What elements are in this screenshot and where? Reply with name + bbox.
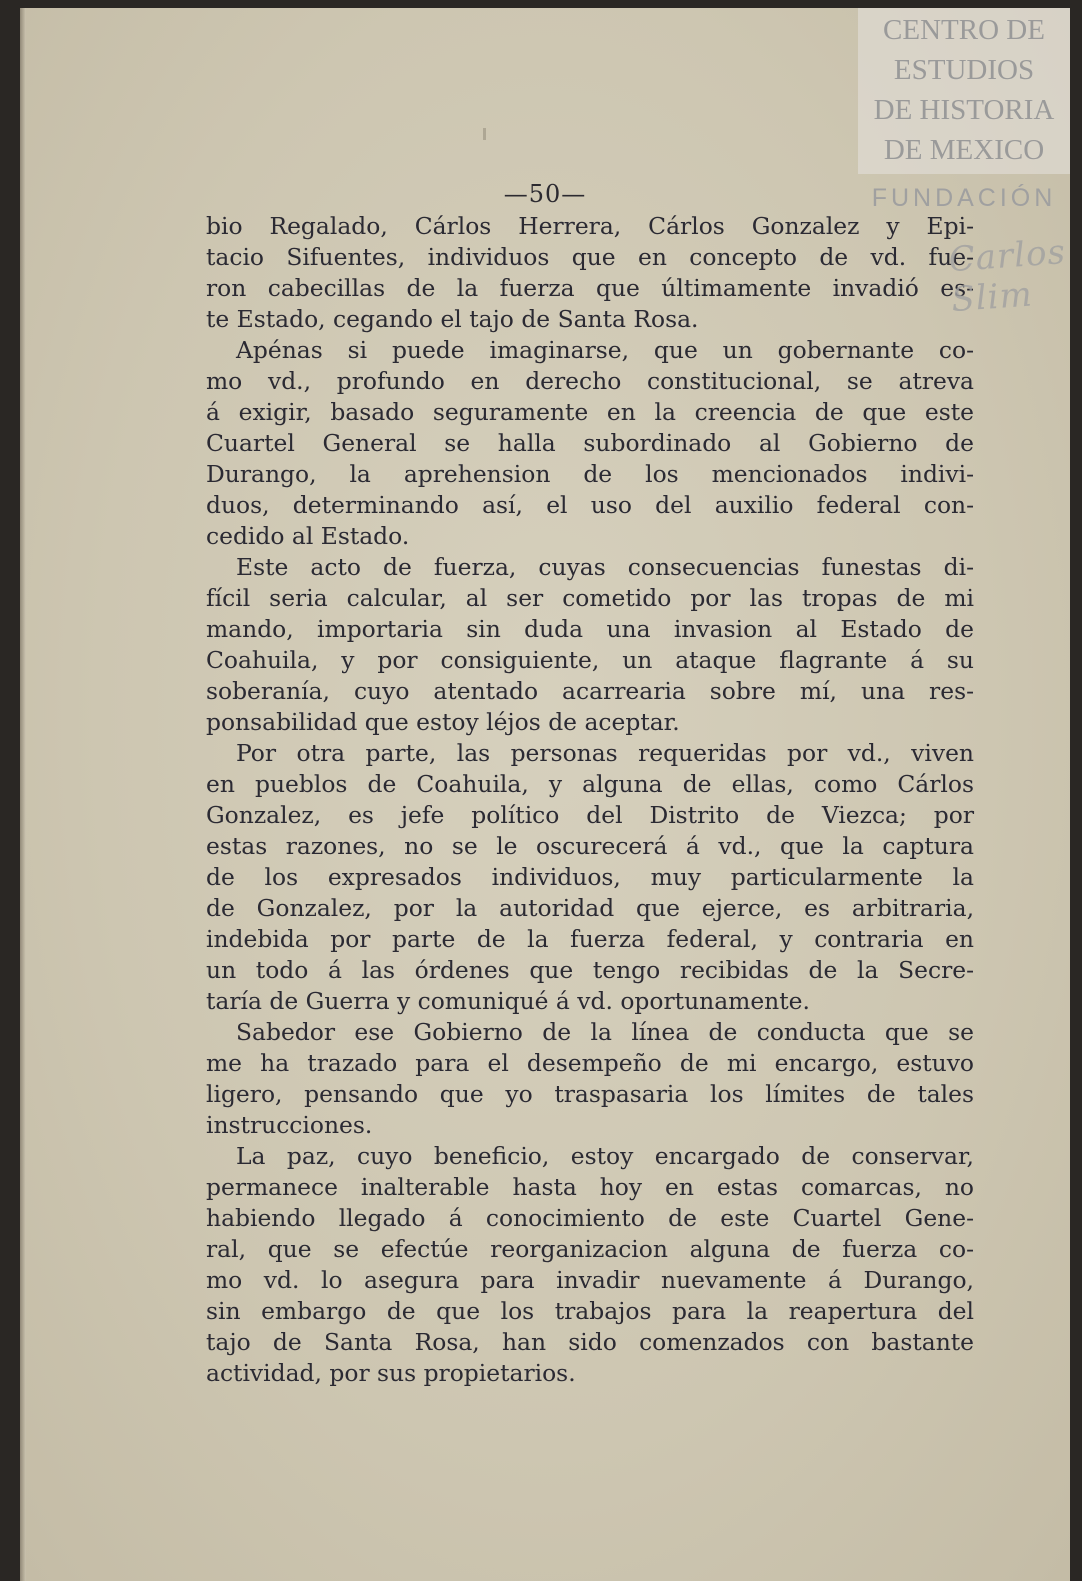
text-line: ligero, pensando que yo traspasaria los límites de tales bbox=[206, 1080, 974, 1108]
text-line: me ha trazado para el desempeño de mi encargo, estuvo bbox=[206, 1049, 974, 1077]
text-line: ron cabecillas de la fuerza que últimamente invadió es- bbox=[206, 274, 974, 302]
text-line: Cuartel General se halla subordinado al Gobierno de bbox=[206, 429, 974, 457]
text-line: Apénas si puede imaginarse, que un gobernante co- bbox=[236, 336, 974, 364]
archive-watermark-stamp bbox=[858, 8, 1070, 174]
text-line: La paz, cuyo beneficio, estoy encargado de conservar, bbox=[236, 1142, 974, 1170]
text-line: mando, importaria sin duda una invasion al Estado de bbox=[206, 615, 974, 643]
text-line: Sabedor ese Gobierno de la línea de conducta que se bbox=[236, 1018, 974, 1046]
body-text bbox=[206, 211, 974, 1389]
text-line: duos, determinando así, el uso del auxilio federal con- bbox=[206, 491, 974, 519]
text-line: tajo de Santa Rosa, han sido comenzados con bastante bbox=[206, 1328, 974, 1356]
page-number: —50— bbox=[503, 180, 587, 208]
text-line: sin embargo de que los trabajos para la reapertura del bbox=[206, 1297, 974, 1325]
text-line: Este acto de fuerza, cuyas consecuencias funestas di- bbox=[236, 553, 974, 581]
text-line: soberanía, cuyo atentado acarrearia sobre mí, una res- bbox=[206, 677, 974, 705]
text-line: instrucciones. bbox=[206, 1111, 373, 1139]
text-line: mo vd. lo asegura para invadir nuevamente á Durango, bbox=[206, 1266, 974, 1294]
text-line: mo vd., profundo en derecho constitucional, se atreva bbox=[206, 367, 974, 395]
text-line: taría de Guerra y comuniqué á vd. oportunamente. bbox=[206, 987, 810, 1015]
document-page bbox=[20, 8, 1070, 1581]
text-line: estas razones, no se le oscurecerá á vd., que la captura bbox=[206, 832, 974, 860]
text-line: á exigir, basado seguramente en la creencia de que este bbox=[206, 398, 974, 426]
text-line: ral, que se efectúe reorganizacion alguna de fuerza co- bbox=[206, 1235, 974, 1263]
text-line: fícil seria calcular, al ser cometido por las tropas de mi bbox=[206, 584, 974, 612]
text-line: cedido al Estado. bbox=[206, 522, 410, 550]
text-line: de Gonzalez, por la autoridad que ejerce, es arbitraria, bbox=[206, 894, 974, 922]
text-line: bio Regalado, Cárlos Herrera, Cárlos Gonzalez y Epi- bbox=[206, 212, 974, 240]
text-line: de los expresados individuos, muy particularmente la bbox=[206, 863, 974, 891]
stamp-line: CENTRO DE bbox=[883, 14, 1045, 46]
text-line: habiendo llegado á conocimiento de este Cuartel Gene- bbox=[206, 1204, 974, 1232]
text-line: Durango, la aprehension de los mencionados indivi- bbox=[206, 460, 974, 488]
text-line: Gonzalez, es jefe político del Distrito de Viezca; por bbox=[206, 801, 974, 829]
foundation-watermark: FUNDACIÓN bbox=[871, 184, 1057, 212]
text-line: tacio Sifuentes, individuos que en concepto de vd. fue- bbox=[206, 243, 974, 271]
page-edge-shadow bbox=[20, 8, 26, 1581]
paper-speck bbox=[483, 128, 486, 140]
text-line: te Estado, cegando el tajo de Santa Rosa. bbox=[206, 305, 699, 333]
text-line: un todo á las órdenes que tengo recibidas de la Secre- bbox=[206, 956, 974, 984]
text-line: ponsabilidad que estoy léjos de aceptar. bbox=[206, 708, 680, 736]
text-line: permanece inalterable hasta hoy en estas comarcas, no bbox=[206, 1173, 974, 1201]
text-line: actividad, por sus propietarios. bbox=[206, 1359, 576, 1387]
text-line: indebida por parte de la fuerza federal, y contraria en bbox=[206, 925, 974, 953]
text-line: Por otra parte, las personas requeridas por vd., viven bbox=[236, 739, 974, 767]
text-line: Coahuila, y por consiguiente, un ataque flagrante á su bbox=[206, 646, 974, 674]
signature-watermark: Carlos Slim bbox=[947, 232, 1068, 321]
stamp-line: DE HISTORIA bbox=[873, 94, 1055, 126]
text-line: en pueblos de Coahuila, y alguna de ellas, como Cárlos bbox=[206, 770, 974, 798]
stamp-line: ESTUDIOS bbox=[893, 54, 1035, 86]
stamp-line: DE MEXICO bbox=[883, 134, 1045, 166]
